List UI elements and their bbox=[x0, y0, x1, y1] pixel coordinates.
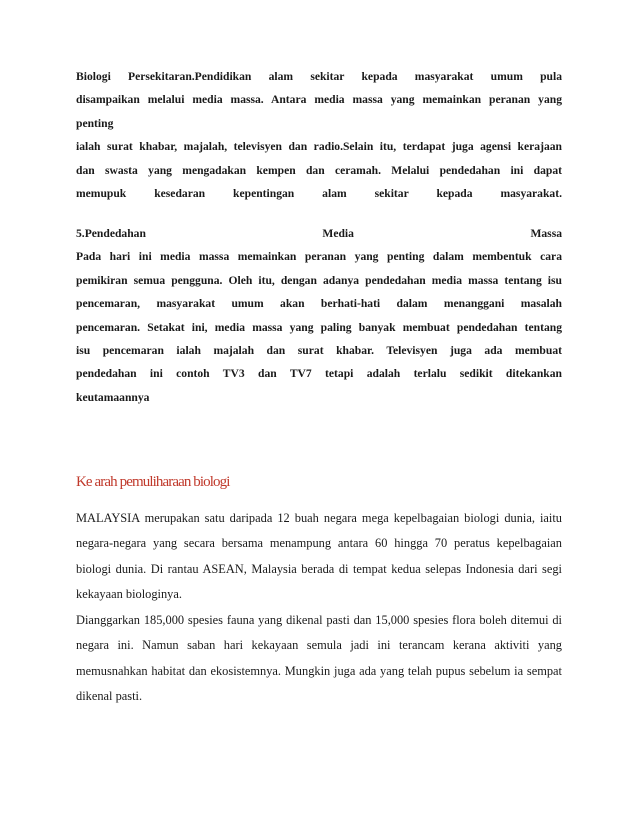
text-line: pencemaran, masyarakat umum akan berhati-hati dalam menanggani masalah bbox=[76, 297, 562, 311]
heading-word: Media bbox=[322, 227, 354, 240]
text-line: ialah surat khabar, majalah, televisyen dan radio.Selain itu, terdapat juga agensi kerajaan bbox=[76, 140, 562, 154]
text-line: negara-negara yang secara bersama menampung antara 60 hingga 70 peratus kepelbagaian bbox=[76, 536, 562, 551]
text-line: Dianggarkan 185,000 spesies fauna yang dikenal pasti dan 15,000 spesies flora boleh ditemui di bbox=[76, 613, 562, 627]
text-line: MALAYSIA merupakan satu daripada 12 buah negara mega kepelbagaian biologi dunia, iaitu bbox=[76, 511, 562, 525]
text-line: memupuk kesedaran kepentingan alam sekitar kepada masyarakat. bbox=[76, 186, 562, 200]
text-line: Biologi Persekitaran.Pendidikan alam sekitar kepada masyarakat umum pula bbox=[76, 70, 562, 83]
text-line: Pada hari ini media massa memainkan peranan yang penting dalam membentuk cara bbox=[76, 250, 562, 264]
paragraph-malaysia bbox=[76, 511, 562, 612]
text-line: pemikiran semua pengguna. Oleh itu, dengan adanya pendedahan media massa tentang isu bbox=[76, 273, 562, 287]
text-line: biologi dunia. Di rantau ASEAN, Malaysia berada di tempat kedua selepas Indonesia dari segi bbox=[76, 561, 562, 576]
paragraph-persekitaran bbox=[76, 70, 562, 210]
text-line: negara ini. Namun saban hari kekayaan semula jadi ini terancam kerana aktiviti yang bbox=[76, 638, 562, 653]
heading-word: Massa bbox=[530, 227, 562, 240]
text-line: disampaikan melalui media massa. Antara media massa yang memainkan peranan yang bbox=[76, 93, 562, 107]
text-line: penting bbox=[76, 116, 114, 130]
text-line: pencemaran. Setakat ini, media massa yang paling banyak membuat pendedahan tentang bbox=[76, 320, 562, 334]
text-line: isu pencemaran ialah majalah dan surat khabar. Televisyen juga ada membuat bbox=[76, 343, 562, 357]
paragraph-pendedahan bbox=[76, 227, 562, 414]
heading-word: 5.Pendedahan bbox=[76, 227, 146, 240]
text-line: kekayaan biologinya. bbox=[76, 586, 182, 601]
text-line: keutamaannya bbox=[76, 390, 150, 404]
text-line: memusnahkan habitat dan ekosistemnya. Mungkin juga ada yang telah pupus sebelum ia sempat bbox=[76, 663, 562, 678]
text-line: dan swasta yang mengadakan kempen dan ceramah. Melalui pendedahan ini dapat bbox=[76, 163, 562, 177]
section-heading-pendedahan bbox=[76, 227, 562, 250]
text-line: pendedahan ini contoh TV3 dan TV7 tetapi adalah terlalu sedikit ditekankan bbox=[76, 367, 562, 381]
paragraph-spesies bbox=[76, 613, 562, 714]
text-line: dikenal pasti. bbox=[76, 688, 143, 703]
section-title: Ke arah pemuliharaan biologi bbox=[76, 474, 230, 490]
